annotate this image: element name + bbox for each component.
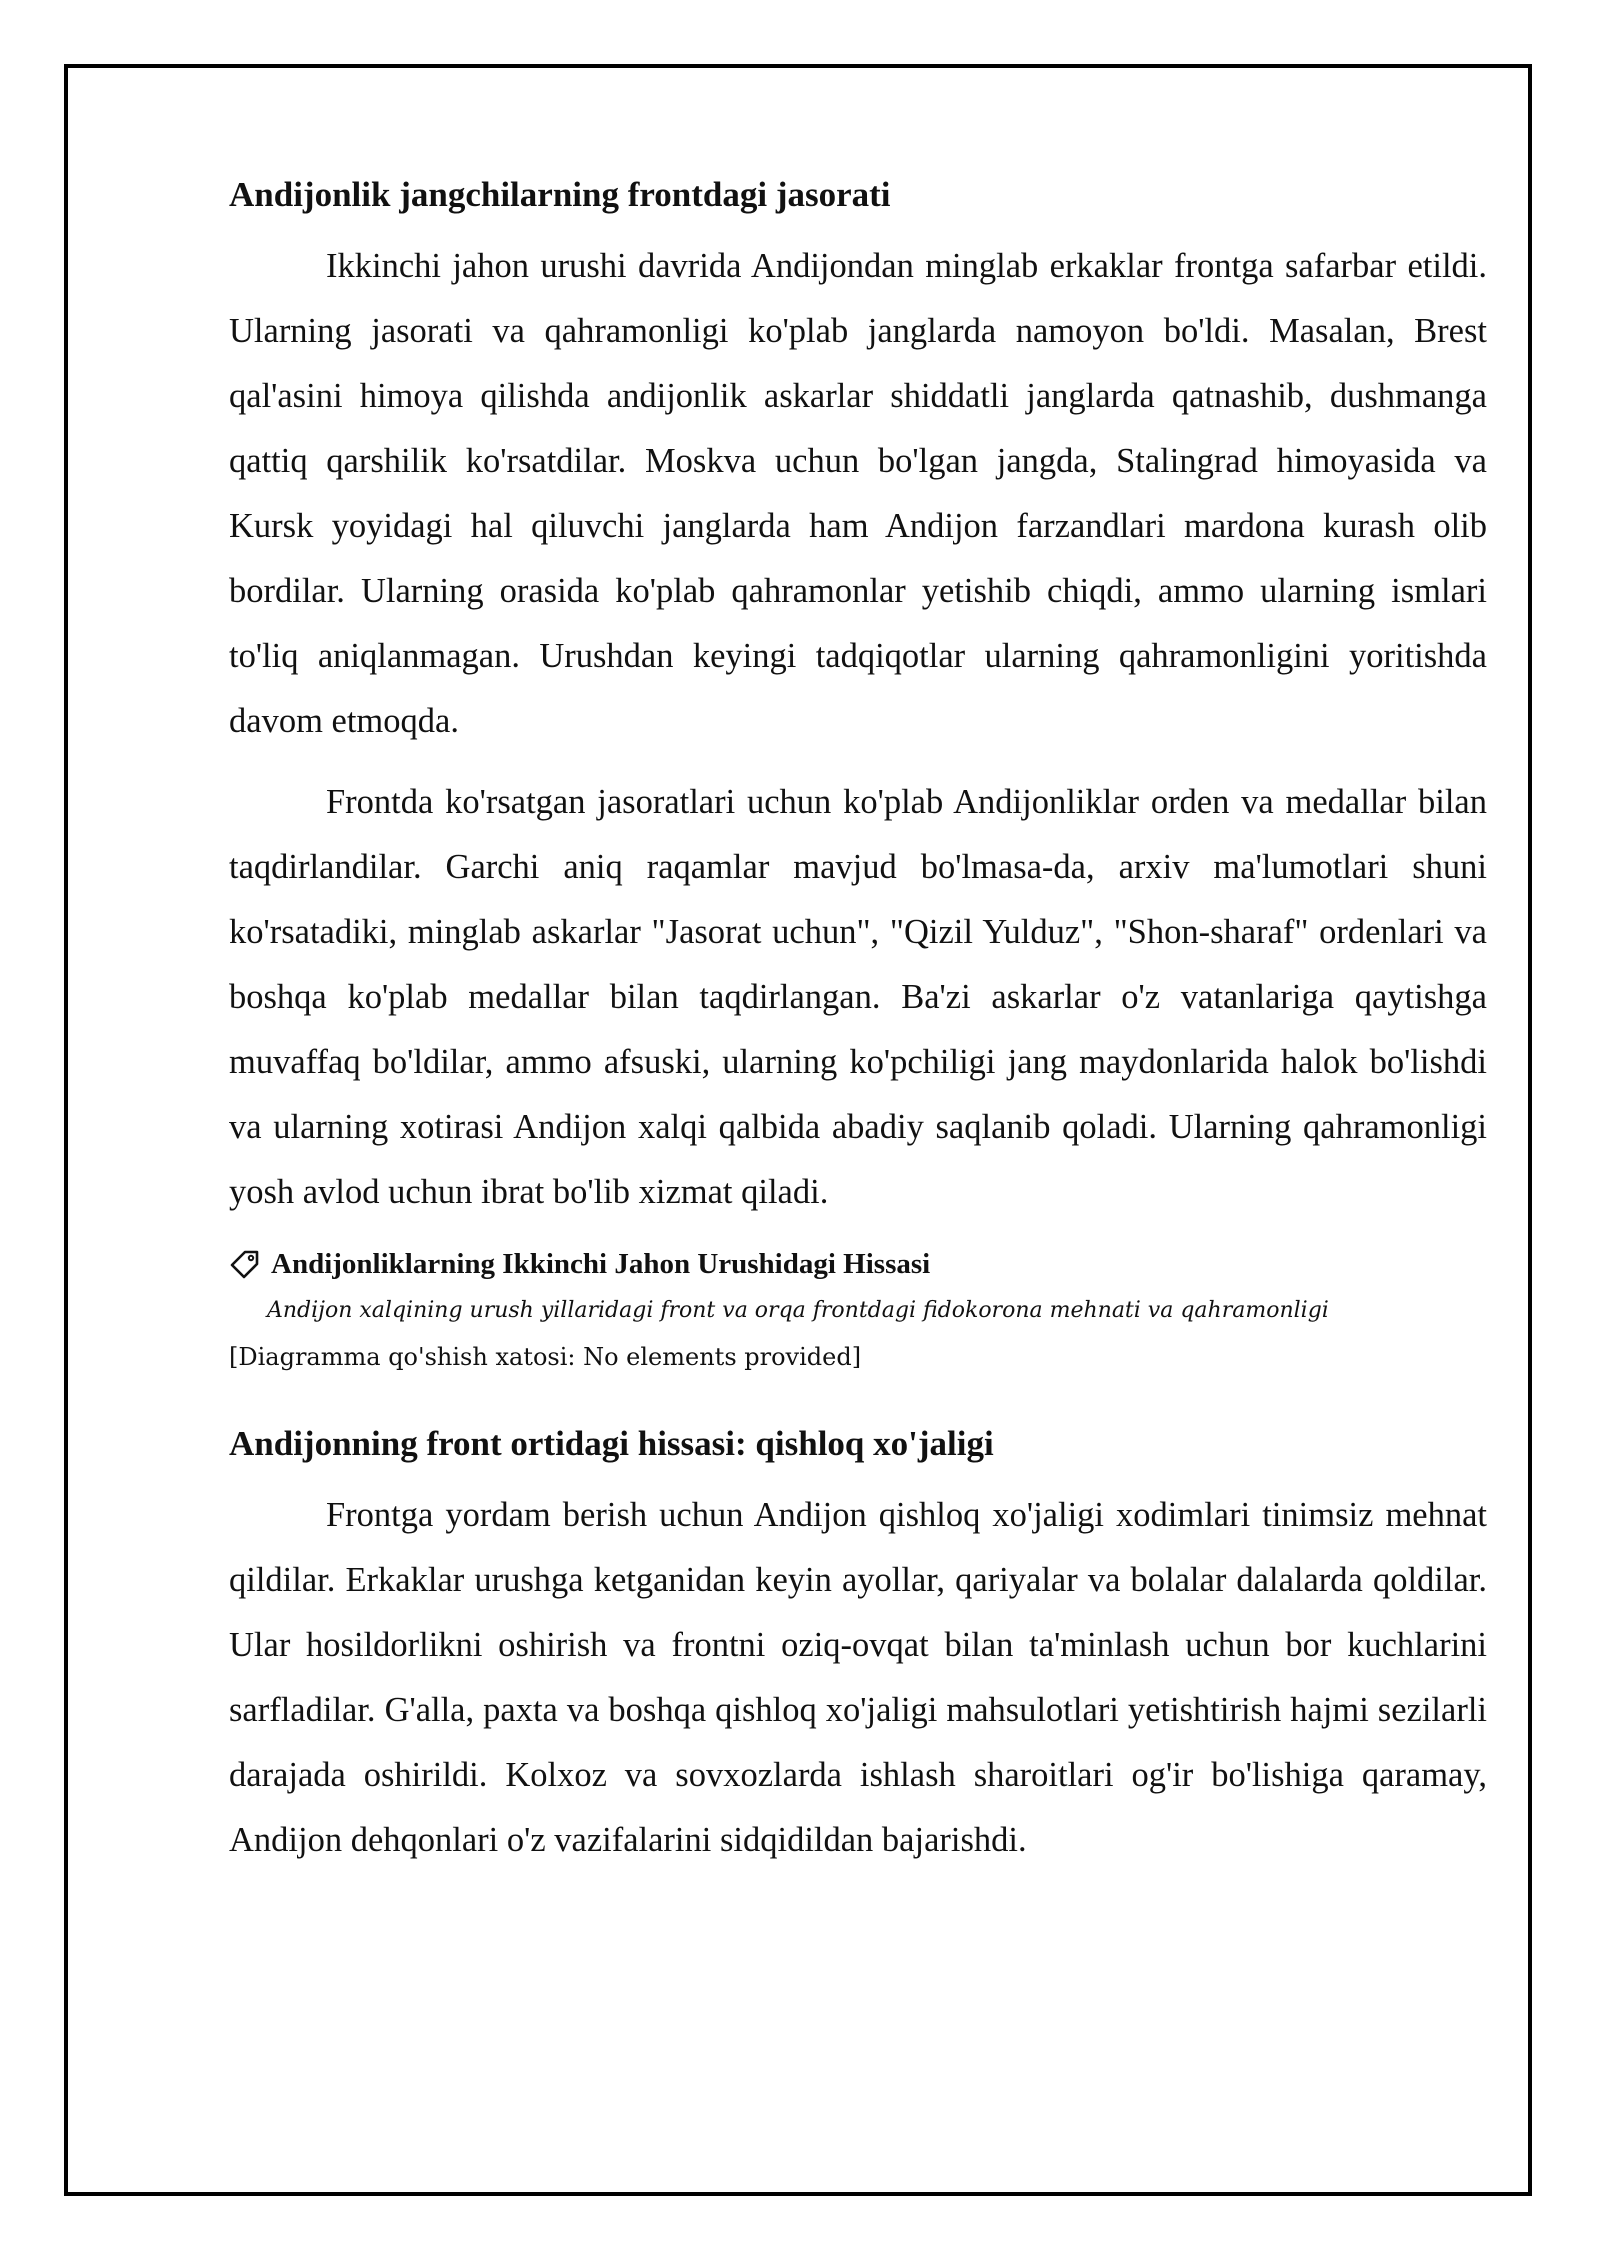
diagram-error-message: [Diagramma qo'shish xatosi: No elements provided]	[229, 1343, 862, 1371]
infobox-title: Andijonliklarning Ikkinchi Jahon Urushidagi Hissasi	[271, 1248, 931, 1280]
section-heading-front-courage: Andijonlik jangchilarning frontdagi jasorati	[229, 175, 891, 214]
tag-icon	[229, 1248, 261, 1280]
section-heading-agriculture: Andijonning front ortidagi hissasi: qishloq xo'jaligi	[229, 1424, 994, 1463]
paragraph-front-courage-2: Frontda ko'rsatgan jasoratlari uchun ko'plab Andijonliklar orden va medallar bilan taqdirlandilar. Garchi aniq raqamlar mavjud bo'lmasa-da, arxiv ma'lumotlari shuni ko'rsatadiki, minglab askarlar "Jasorat uchun", "Qizil Yulduz", "Shon-sharaf" ordenlari va boshqa ko'plab medallar bilan taqdirlangan. Ba'zi askarlar o'z vatanlariga qaytishga muvaffaq bo'ldilar, ammo afsuski, ularning ko'pchiligi jang maydonlarida halok bo'lishdi va ularning xotirasi Andijon xalqi qalbida abadiy saqlanib qoladi. Ularning qahramonligi yosh avlod uchun ibrat bo'lib xizmat qiladi.	[229, 783, 1487, 1211]
document-content	[229, 172, 1487, 1889]
infobox-title-row	[229, 1241, 1487, 1287]
infobox-subtitle: Andijon xalqining urush yillaridagi front va orqa frontdagi fidokorona mehnati va qahramonligi	[267, 1298, 1329, 1323]
paragraph-agriculture-1: Frontga yordam berish uchun Andijon qishloq xo'jaligi xodimlari tinimsiz mehnat qildilar. Erkaklar urushga ketganidan keyin ayollar, qariyalar va bolalar dalalarda qoldilar. Ular hosildorlikni oshirish va frontni oziq-ovqat bilan ta'minlash uchun bor kuchlarini sarfladilar. G'alla, paxta va boshqa qishloq xo'jaligi mahsulotlari yetishtirish hajmi sezilarli darajada oshirildi. Kolxoz va sovxozlarda ishlash sharoitlari og'ir bo'lishiga qaramay, Andijon dehqonlari o'z vazifalarini sidqidildan bajarishdi.	[229, 1496, 1487, 1859]
diagram-infobox	[229, 1241, 1487, 1377]
paragraph-front-courage-1: Ikkinchi jahon urushi davrida Andijondan minglab erkaklar frontga safarbar etildi. Ularning jasorati va qahramonligi ko'plab janglarda namoyon bo'ldi. Masalan, Brest qal'asini himoya qilishda andijonlik askarlar shiddatli janglarda qatnashib, dushmanga qattiq qarshilik ko'rsatdilar. Moskva uchun bo'lgan jangda, Stalingrad himoyasida va Kursk yoyidagi hal qiluvchi janglarda ham Andijon farzandlari mardona kurash olib bordilar. Ularning orasida ko'plab qahramonlar yetishib chiqdi, ammo ularning ismlari to'liq aniqlanmagan. Urushdan keyingi tadqiqotlar ularning qahramonligini yoritishda davom etmoqda.	[229, 247, 1487, 740]
